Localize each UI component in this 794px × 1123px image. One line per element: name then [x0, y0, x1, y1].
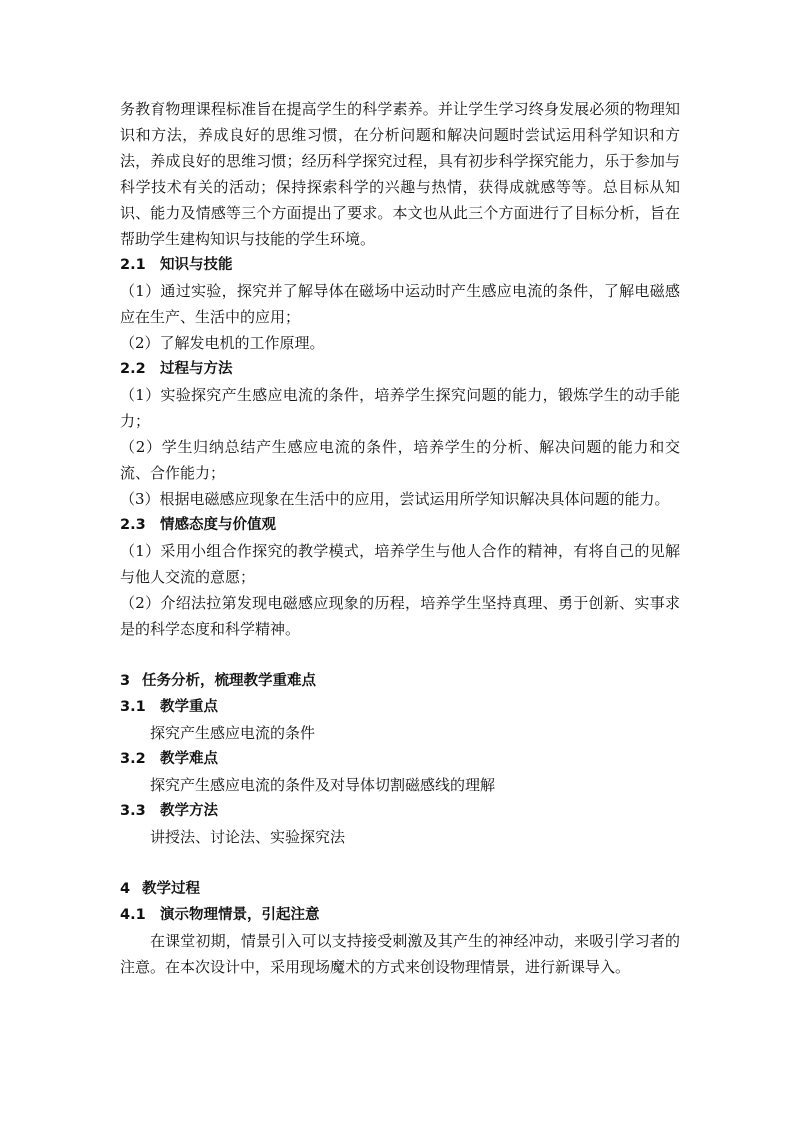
- list-item: （1）通过实验，探究并了解导体在磁场中运动时产生感应电流的条件，了解电磁感应在生产、生活中的应用；: [120, 282, 680, 326]
- section-title: 演示物理情景，引起注意: [160, 907, 320, 923]
- section-number: 3: [120, 673, 131, 689]
- section-heading-2-3: [120, 512, 680, 538]
- section-number: 3.1: [120, 699, 146, 715]
- spacer: [120, 642, 680, 668]
- section-heading-4: [120, 876, 680, 902]
- section-title: 知识与技能: [160, 257, 233, 273]
- section-body: 在课堂初期，情景引入可以支持接受刺激及其产生的神经冲动，来吸引学习者的注意。在本次设计中，采用现场魔术的方式来创设物理情景，进行新课导入。: [120, 932, 680, 976]
- section-title: 教学重点: [160, 699, 218, 715]
- section-title: 任务分析，梳理教学重难点: [142, 673, 316, 689]
- spacer: [120, 850, 680, 876]
- section-number: 2.1: [120, 257, 146, 273]
- section-heading-4-1: [120, 902, 680, 928]
- section-heading-3-2: [120, 746, 680, 772]
- section-heading-2-2: [120, 356, 680, 382]
- list-item: （2）学生归纳总结产生感应电流的条件，培养学生的分析、解决问题的能力和交流、合作能力；: [120, 438, 680, 482]
- section-title: 教学难点: [160, 751, 218, 767]
- section-number: 4.1: [120, 907, 146, 923]
- section-heading-3-3: [120, 798, 680, 824]
- section-title: 情感态度与价值观: [160, 517, 276, 533]
- list-item: （1）实验探究产生感应电流的条件，培养学生探究问题的能力，锻炼学生的动手能力；: [120, 386, 680, 430]
- intro-paragraph: 务教育物理课程标准旨在提高学生的科学素养。并让学生学习终身发展必须的物理知识和方法，养成良好的思维习惯，在分析问题和解决问题时尝试运用科学知识和方法，养成良好的思维习惯；经历科学探究过程，具有初步科学探究能力，乐于参加与科学技术有关的活动；保持探索科学的兴趣与热情，获得成就感等等。总目标从知识、能力及情感等三个方面提出了要求。本文也从此三个方面进行了目标分析，旨在帮助学生建构知识与技能的学生环境。: [120, 100, 680, 248]
- section-body: 讲授法、讨论法、实验探究法: [150, 828, 346, 846]
- list-item: （3）根据电磁感应现象在生活中的应用，尝试运用所学知识解决具体问题的能力。: [120, 490, 670, 508]
- section-heading-2-1: [120, 252, 680, 278]
- list-item: （2）介绍法拉第发现电磁感应现象的历程，培养学生坚持真理、勇于创新、实事求是的科学态度和科学精神。: [120, 594, 680, 638]
- list-item: （2）了解发电机的工作原理。: [120, 334, 325, 352]
- section-heading-3: [120, 668, 680, 694]
- document-body: [120, 96, 680, 980]
- section-title: 教学过程: [142, 881, 200, 897]
- section-number: 2.2: [120, 361, 146, 377]
- section-title: 过程与方法: [160, 361, 233, 377]
- section-number: 2.3: [120, 517, 146, 533]
- section-number: 4: [120, 881, 131, 897]
- section-heading-3-1: [120, 694, 680, 720]
- section-body: 探究产生感应电流的条件: [150, 724, 316, 742]
- section-body: 探究产生感应电流的条件及对导体切割磁感线的理解: [150, 776, 496, 794]
- section-number: 3.2: [120, 751, 146, 767]
- section-title: 教学方法: [160, 803, 218, 819]
- section-number: 3.3: [120, 803, 146, 819]
- list-item: （1）采用小组合作探究的教学模式，培养学生与他人合作的精神，有将自己的见解与他人交流的意愿；: [120, 542, 680, 586]
